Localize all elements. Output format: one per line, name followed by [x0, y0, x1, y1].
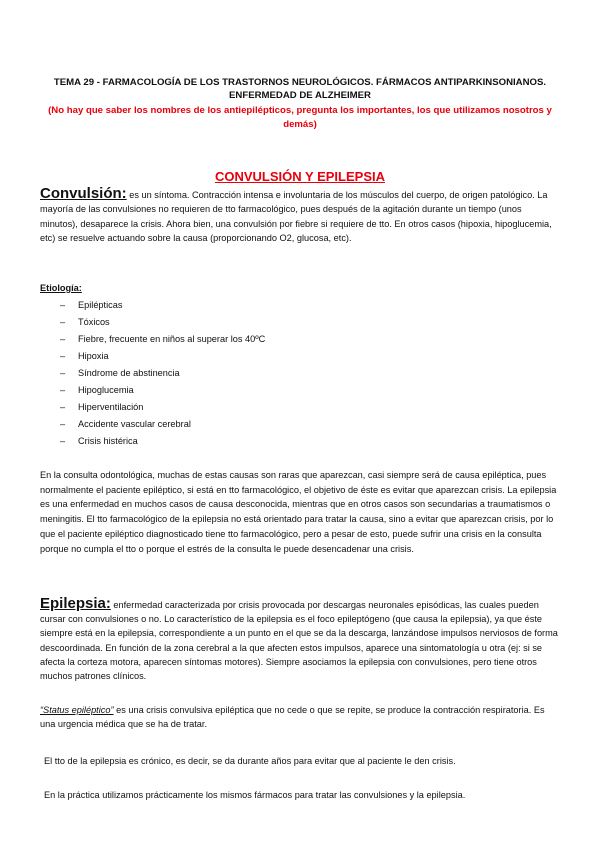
epilepsia-text: enfermedad caracterizada por crisis provocada por descargas neuronales episódicas, las cuales pueden cursar con convulsiones o no. Lo característico de la epilepsia es el foco epileptógeno (que causa la epilepsia), ya que éste siempre está en la epilepsia, correspondiente a un punto en el que se da la descarga, lanzándose impulsos nerviosos de forma descoordinada. En función de la zona cerebral a la que afecten estos impulsos, aparece una sintomatología u otra (ej: si se afecta la corteza motora, aparecen síntomas motores). Siempre asociamos la epilepsia con convulsiones, pero tiene otros muchos patrones clínicos. — [40, 600, 558, 682]
etiologia-list — [60, 297, 265, 450]
list-item — [60, 297, 265, 314]
convulsion-text: es un síntoma. Contracción intensa e involuntaria de los músculos del cuerpo, de origen patológico. La mayoría de las convulsiones no requieren de tto farmacológico, pues después de la agitación durante un tiempo (unos minutos), desaparece la crisis. Ahora bien, una convulsión por fiebre si requiere de tto. En otros casos (hipoxia, hipoglucemia, etc) se resuelve actuando sobre la causa (proporcionando O2, glucosa, etc). — [40, 190, 552, 243]
convulsion-paragraph — [40, 187, 560, 245]
dash-bullet: – — [60, 317, 66, 327]
status-text: es una crisis convulsiva epiléptica que no cede o que se repite, se produce la contracción respiratoria. Es una urgencia médica que se ha de tratar. — [40, 705, 545, 730]
list-item-text: Epilépticas — [78, 300, 123, 310]
list-item-text: Accidente vascular cerebral — [78, 419, 191, 429]
status-term: “Status epiléptico” — [40, 705, 114, 715]
dash-bullet: – — [60, 385, 66, 395]
list-item — [60, 365, 265, 382]
document-title-line1: TEMA 29 - FARMACOLOGÍA DE LOS TRASTORNOS NEUROLÓGICOS. FÁRMACOS ANTIPARKINSONIANOS. — [53, 77, 547, 88]
list-item — [60, 433, 265, 450]
convulsion-term: Convulsión: — [40, 185, 127, 202]
list-item-text: Fiebre, frecuente en niños al superar los 40ºC — [78, 334, 266, 344]
list-item — [60, 348, 265, 365]
list-item-text: Hiperventilación — [78, 402, 144, 412]
dash-bullet: – — [60, 368, 66, 378]
list-item — [60, 331, 265, 348]
dash-bullet: – — [60, 300, 66, 310]
list-item-text: Hipoxia — [78, 351, 109, 361]
epilepsia-term: Epilepsia: — [40, 595, 111, 612]
document-title-line2: ENFERMEDAD DE ALZHEIMER — [229, 90, 371, 101]
epilepsia-paragraph — [40, 597, 560, 683]
dash-bullet: – — [60, 419, 66, 429]
dash-bullet: – — [60, 351, 66, 361]
list-item-text: Tóxicos — [78, 317, 110, 327]
list-item — [60, 382, 265, 399]
list-item — [60, 399, 265, 416]
dash-bullet: – — [60, 436, 66, 446]
list-item — [60, 314, 265, 331]
status-paragraph — [40, 703, 560, 732]
list-item — [60, 416, 265, 433]
list-item-text: Hipoglucemia — [78, 385, 134, 395]
section-title-text: CONVULSIÓN Y EPILEPSIA — [214, 169, 385, 184]
tto-paragraph: El tto de la epilepsia es crónico, es decir, se da durante años para evitar que al paciente le den crisis. — [44, 756, 456, 766]
etiologia-heading: Etiología: — [40, 283, 82, 293]
section-title — [0, 168, 600, 186]
consulta-paragraph: En la consulta odontológica, muchas de estas causas son raras que aparezcan, casi siempre será de causa epiléptica, pues normalmente el paciente epiléptico, si está en tto farmacológico, el objetivo de éste es evitar que aparezcan crisis. La epilepsia es una enfermedad en muchos casos de causa desconocida, mientras que en otros casos son secundarias a traumatismos o meningitis. El tto farmacológico de la epilepsia no está orientado para tratar la causa, sino a evitar que aparezcan crisis, por lo que el paciente epiléptico diagnosticado tiene tto farmacológico, pero a pesar de esto, puede sufrir una crisis en la consulta porque no cumpla el tto o porque el estrés de la consulta le puede desencadenar una crisis. — [40, 470, 557, 554]
red-note: (No hay que saber los nombres de los antiepilépticos, pregunta los importantes, los que utilizamos nosotros y demás) — [48, 105, 552, 130]
list-item-text: Crisis histérica — [78, 436, 138, 446]
dash-bullet: – — [60, 334, 66, 344]
list-item-text: Síndrome de abstinencia — [78, 368, 180, 378]
dash-bullet: – — [60, 402, 66, 412]
practica-paragraph: En la práctica utilizamos prácticamente los mismos fármacos para tratar las convulsiones y la epilepsia. — [44, 790, 466, 800]
